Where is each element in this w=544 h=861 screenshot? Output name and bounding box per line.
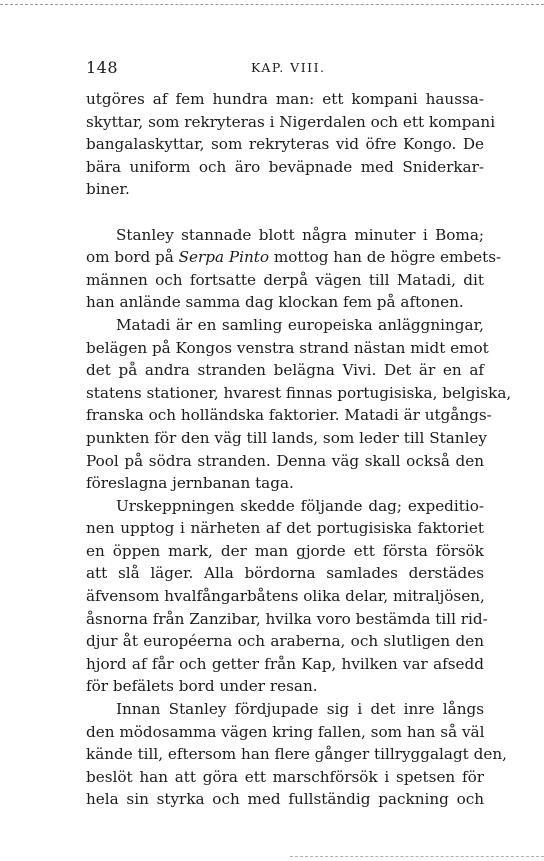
- paragraph: [86, 698, 507, 811]
- text-line: punkten för den väg till lands, som leder till Stanley: [86, 428, 487, 447]
- text-line: beslöt han att göra ett marschförsök i spetsen för: [86, 767, 484, 786]
- paragraph: [86, 88, 496, 201]
- paragraph: [86, 224, 502, 314]
- bottom-edge-rule: [290, 856, 544, 857]
- text-line: Stanley stannade blott några minuter i Boma;: [116, 225, 484, 244]
- top-edge-rule: [0, 4, 544, 5]
- text-line: kände till, eftersom han flere gånger tillryggalagt den,: [86, 745, 507, 764]
- text-line: biner.: [86, 180, 130, 199]
- paragraph: [86, 314, 512, 495]
- text-line: en öppen mark, der man gjorde ett första försök: [86, 541, 484, 560]
- running-head: KAP. VIII.: [251, 60, 326, 75]
- page-header: [86, 58, 484, 82]
- text-line: den mödosamma vägen kring fallen, som han så väl: [86, 722, 485, 741]
- text-line: belägen på Kongos venstra strand nästan midt emot: [86, 338, 489, 357]
- text-line: skyttar, som rekryteras i Nigerdalen och ett kompani: [86, 112, 496, 131]
- page-number: 148: [86, 58, 119, 77]
- text-line: djur åt européerna och araberna, och slutligen den: [86, 632, 484, 651]
- paragraph-gap: [86, 201, 484, 224]
- text-line: bangalaskyttar, som rekryteras vid öfre Kongo. De: [86, 135, 484, 154]
- text-line: Pool på södra stranden. Denna väg skall också den: [86, 451, 484, 470]
- text-line: äfvensom hvalfångarbåtens olika delar, mitraljösen,: [86, 587, 485, 606]
- text-line: hjord af får och getter från Kap, hvilken var afsedd: [86, 654, 484, 673]
- text-line: männen och fortsatte derpå vägen till Matadi, dit: [86, 270, 484, 289]
- text-line: Urskeppningen skedde följande dag; expeditio-: [116, 496, 484, 515]
- text-line: att slå läger. Alla bördorna samlades derstädes: [86, 564, 484, 583]
- text-line: statens stationer, hvarest finnas portugisiska, belgiska,: [86, 383, 512, 402]
- text-line: franska och holländska faktorier. Matadi är utgångs-: [86, 406, 492, 425]
- ship-name: Serpa Pinto: [178, 248, 270, 267]
- text-line: föreslagna jernbanan taga.: [86, 474, 294, 493]
- text-line: bära uniform och äro beväpnade med Sniderkar-: [86, 157, 484, 176]
- text-line: Innan Stanley fördjupade sig i det inre långs: [116, 700, 484, 719]
- text-line: utgöres af fem hundra man: ett kompani haussa-: [86, 90, 484, 108]
- body-text: [86, 88, 512, 811]
- text-line: åsnorna från Zanzibar, hvilka voro bestämda till rid-: [86, 609, 488, 628]
- text-line: nen upptog i närheten af det portugisiska faktoriet: [86, 519, 484, 538]
- text-line: för befälets bord under resan.: [86, 677, 318, 696]
- paragraph: [86, 495, 488, 698]
- text-line: det på andra stranden belägna Vivi. Det är en af: [86, 361, 484, 380]
- text-line: om bord på Serpa Pinto mottog han de högre embets-: [86, 248, 502, 267]
- text-line: han anlände samma dag klockan fem på aftonen.: [86, 293, 464, 312]
- text-line: Matadi är en samling europeiska anläggningar,: [116, 315, 484, 334]
- text-line: hela sin styrka och med fullständig packning och: [86, 790, 484, 809]
